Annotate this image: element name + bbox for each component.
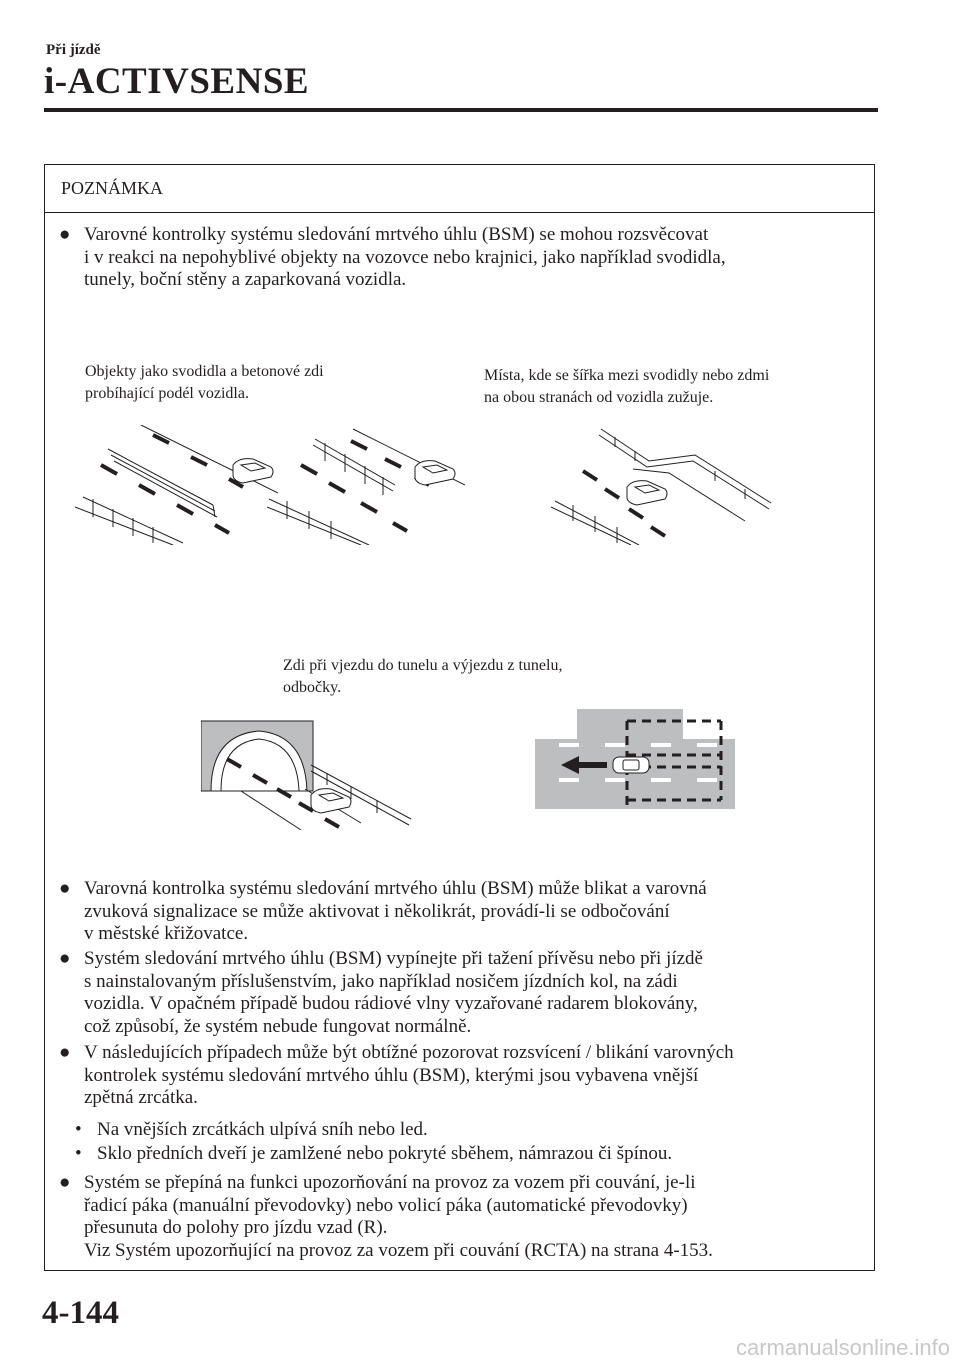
bullet-icon: ● xyxy=(59,878,71,899)
caption-line: Objekty jako svodidla a betonové zdi xyxy=(85,363,324,380)
bullet-icon: ● xyxy=(59,1172,71,1193)
car-icon xyxy=(613,757,649,773)
illustration-tunnel xyxy=(201,715,431,830)
title-rule xyxy=(44,108,878,112)
watermark-link[interactable]: carmanualsonline.info xyxy=(735,1335,950,1360)
bullet-line: což způsobí, že systém nebude fungovat normálně. xyxy=(84,1015,472,1037)
bullet-line: zvuková signalizace se může aktivovat i několikrát, provádí-li se odbočování xyxy=(84,900,670,922)
caption-tunnel xyxy=(283,655,562,699)
note-bullet-3 xyxy=(59,948,869,1038)
page-number: 4-144 xyxy=(42,1295,119,1331)
note-heading: POZNÁMKA xyxy=(45,165,874,213)
section-label: Při jízdě xyxy=(46,42,101,58)
bullet-line: v městské křižovatce. xyxy=(84,923,249,944)
bullet-line: Systém se přepíná na funkci upozorňování na provoz za vozem při couvání, je-li xyxy=(84,1172,696,1193)
bullet-icon: ● xyxy=(59,1042,71,1063)
bullet-icon: ● xyxy=(59,948,71,969)
car-icon xyxy=(311,789,351,813)
bullet-line: zpětná zrcátka. xyxy=(84,1087,198,1108)
note-bullet-1 xyxy=(59,224,869,292)
caption-narrowing xyxy=(484,365,769,409)
bullet-line: Varovná kontrolka systému sledování mrtvého úhlu (BSM) může blikat a varovná xyxy=(84,878,707,899)
car-icon xyxy=(415,461,455,485)
bullet-line: kontrolek systému sledování mrtvého úhlu (BSM), kterými jsou vybavena vnější xyxy=(84,1064,699,1086)
illustration-guardrail-both-sides xyxy=(265,425,465,545)
page-title: i-ACTIVSENSE xyxy=(44,61,310,102)
note-sub-item-2 xyxy=(75,1143,672,1166)
sub-bullet-icon: • xyxy=(75,1119,82,1140)
caption-line: odbočky. xyxy=(283,679,342,696)
sub-item-text: Sklo předních dveří je zamlžené nebo pokryté sběhem, námrazou či špínou. xyxy=(97,1143,673,1164)
note-box xyxy=(44,164,875,1271)
note-bullet-4 xyxy=(59,1042,869,1110)
illustration-narrowing-road xyxy=(545,425,775,545)
bullet-line: přesunuta do polohy pro jízdu vzad (R). xyxy=(84,1217,388,1238)
bullet-line: Varovné kontrolky systému sledování mrtvého úhlu (BSM) se mohou rozsvěcovat xyxy=(84,224,709,245)
sub-bullet-icon: • xyxy=(75,1143,82,1164)
caption-line: Zdi při vjezdu do tunelu a výjezdu z tunelu, xyxy=(283,657,563,674)
bullet-line: řadicí páka (manuální převodovky) nebo volicí páka (automatické převodovky) xyxy=(84,1194,688,1216)
note-sub-item-1 xyxy=(75,1119,428,1142)
sub-item-text: Na vnějších zrcátkách ulpívá sníh nebo led. xyxy=(97,1119,428,1140)
bullet-icon: ● xyxy=(59,224,71,245)
car-icon xyxy=(627,481,667,505)
caption-barriers xyxy=(85,361,324,405)
illustration-guardrail-road xyxy=(73,425,278,545)
caption-line: probíhající podél vozidla. xyxy=(85,385,249,402)
caption-line: na obou stranách od vozidla zužuje. xyxy=(484,389,714,406)
caption-line: Místa, kde se šířka mezi svodidly nebo zdmi xyxy=(484,367,770,384)
note-bullet-2 xyxy=(59,878,869,946)
bullet-line: vozidla. V opačném případě budou rádiové vlny vyzařované radarem blokovány, xyxy=(84,993,698,1014)
bullet-line: Viz Systém upozorňující na provoz za vozem při couvání (RCTA) na strana 4-153. xyxy=(84,1239,713,1261)
bullet-line: s nainstalovaným příslušenstvím, jako například nosičem jízdních kol, na zádi xyxy=(84,970,678,992)
bullet-line: tunely, boční stěny a zaparkovaná vozidla. xyxy=(84,269,407,290)
bullet-line: V následujících případech může být obtížné pozorovat rozsvícení / blikání varovných xyxy=(84,1042,734,1063)
note-bullet-5 xyxy=(59,1172,869,1262)
bullet-line: Systém sledování mrtvého úhlu (BSM) vypínejte při tažení přívěsu nebo při jízdě xyxy=(84,948,703,969)
illustration-junction xyxy=(535,705,735,811)
bullet-line: i v reakci na nepohyblivé objekty na vozovce nebo krajnici, jako například svodidla, xyxy=(84,246,726,268)
